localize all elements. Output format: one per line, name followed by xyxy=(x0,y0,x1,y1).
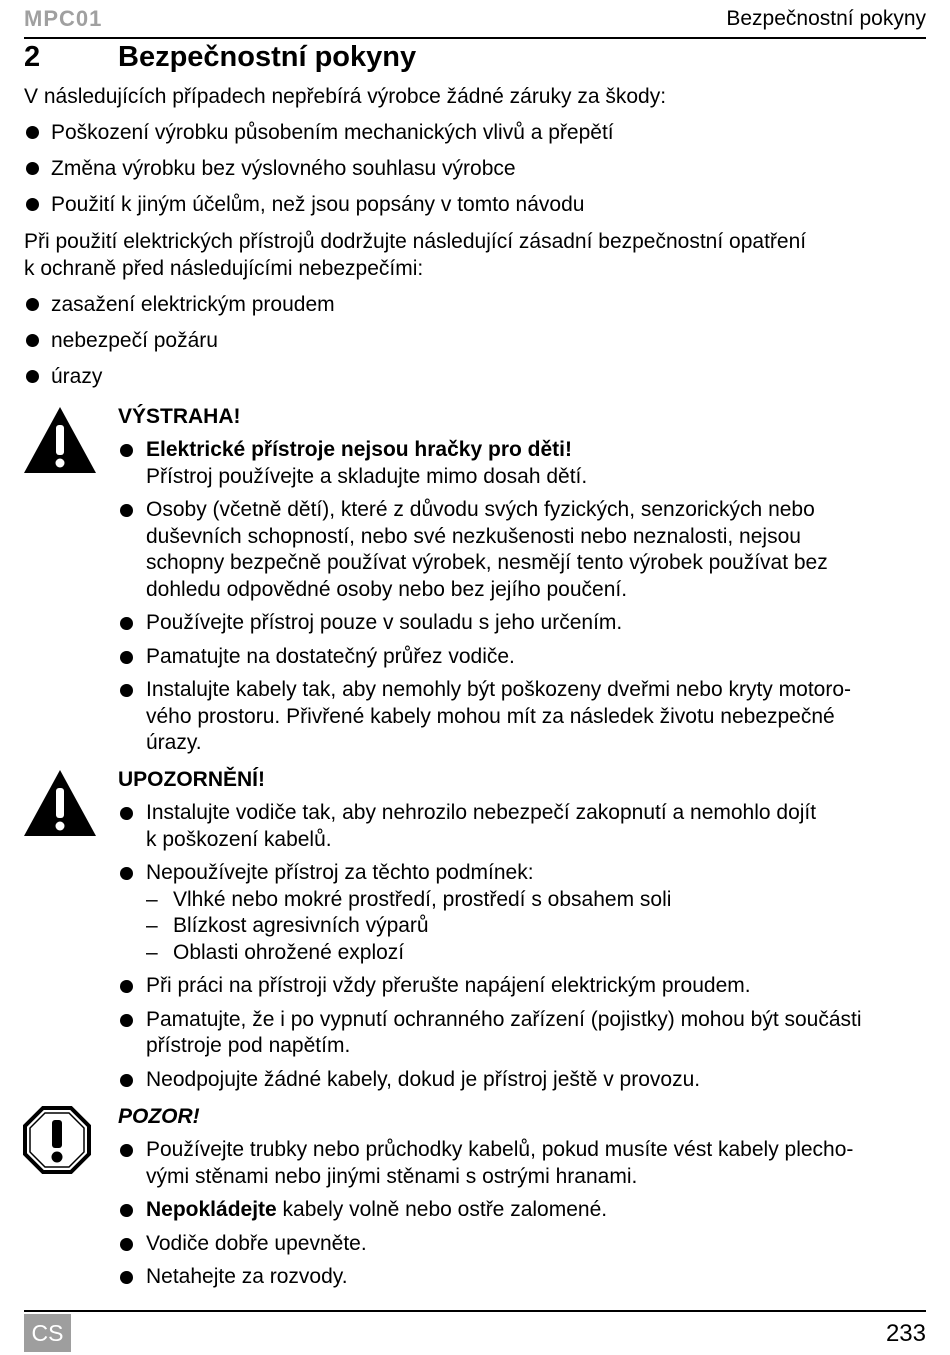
header-divider xyxy=(24,37,926,39)
bullet-dot xyxy=(120,617,133,630)
bullet-dot xyxy=(120,1014,133,1027)
bullet-dot xyxy=(26,162,39,175)
section-title: Bezpečnostní pokyny xyxy=(118,41,417,73)
bullet-dot xyxy=(120,980,133,993)
bullet-dot xyxy=(120,1204,133,1217)
warning-triangle-icon xyxy=(22,768,98,838)
bullet-dot xyxy=(120,651,133,664)
list-item: Nepokládejte kabely volně nebo ostře zalomené. xyxy=(118,1197,928,1224)
bullet-dot xyxy=(26,126,39,139)
hazards-intro-line: Při použití elektrických přístrojů dodržujte následující zásadní bezpečnostní opatření xyxy=(24,230,807,253)
bullet-dot xyxy=(26,198,39,211)
bullet-dot xyxy=(26,298,39,311)
list-item: Instalujte vodiče tak, aby nehrozilo nebezpečí zakopnutí a nemohlo dojít k poškození kabelů. xyxy=(118,800,928,853)
list-item: úrazy xyxy=(24,363,102,390)
dash-item: – Oblasti ohrožené explozí xyxy=(146,940,405,964)
bullet-dot xyxy=(120,1238,133,1251)
list-item: Používejte trubky nebo průchodky kabelů, pokud musíte vést kabely plecho- vými stěnami nebo jinými stěnami s ostrými hranami. xyxy=(118,1137,928,1190)
hazards-intro-line: k ochraně před následujícími nebezpečími: xyxy=(24,257,424,280)
warning-triangle-icon xyxy=(22,405,98,475)
liability-intro: V následujících případech nepřebírá výrobce žádné záruky za škody: xyxy=(24,85,667,108)
bullet-dot xyxy=(120,444,133,457)
list-item: Neodpojujte žádné kabely, dokud je přístroj ještě v provozu. xyxy=(118,1067,928,1094)
bullet-dot xyxy=(120,684,133,697)
bullet-dot xyxy=(120,1074,133,1087)
list-item: Použití k jiným účelům, než jsou popsány v tomto návodu xyxy=(24,191,584,218)
bullet-dot xyxy=(26,370,39,383)
header-section-name: Bezpečnostní pokyny xyxy=(726,7,926,30)
list-item: Osoby (včetně dětí), které z důvodu svých fyzických, senzorických nebo duševních schopností, nebo své nezkušenosti nebo neznalosti, nejsou schopny bezpečně používat výrobek, nesmějí tento výrobek používat bez dohledu odpovědné osoby nebo bez jejího poučení. xyxy=(118,497,928,603)
warning-title: VÝSTRAHA! xyxy=(118,405,241,428)
list-item: Vodiče dobře upevněte. xyxy=(118,1231,928,1258)
manual-model: MPC01 xyxy=(24,6,103,31)
caution-title: UPOZORNĚNÍ! xyxy=(118,768,265,791)
section-heading xyxy=(24,41,416,74)
notice-title: POZOR! xyxy=(118,1105,200,1128)
list-item: Změna výrobku bez výslovného souhlasu výrobce xyxy=(24,155,516,182)
caution-block xyxy=(118,766,928,1093)
list-item: Instalujte kabely tak, aby nemohly být poškozeny dveřmi nebo kryty motoro- vého prostoru. Přivřené kabely mohou mít za následek životu nebezpečné úrazy. xyxy=(118,677,928,757)
list-item: Elektrické přístroje nejsou hračky pro děti! Přístroj používejte a skladujte mimo dosah dětí. xyxy=(118,437,928,490)
hazards-intro xyxy=(24,228,924,282)
bullet-dot xyxy=(120,504,133,517)
list-item: Netahejte za rozvody. xyxy=(118,1264,928,1291)
bullet-dot xyxy=(120,1144,133,1157)
page-number: 233 xyxy=(885,1320,926,1347)
bullet-dot xyxy=(26,334,39,347)
list-item: Při práci na přístroji vždy přerušte napájení elektrickým proudem. xyxy=(118,973,928,1000)
list-item: Nepoužívejte přístroj za těchto podmínek: – Vlhké nebo mokré prostředí, prostředí s obsahem soli – Blízkost agresivních výparů – Oblasti ohrožené explozí xyxy=(118,860,928,966)
list-item: zasažení elektrickým proudem xyxy=(24,291,335,318)
section-number: 2 xyxy=(24,41,41,73)
bullet-dot xyxy=(120,867,133,880)
exclamation-octagon-icon xyxy=(22,1105,92,1175)
list-item: Pamatujte na dostatečný průřez vodiče. xyxy=(118,644,928,671)
bullet-dot xyxy=(120,807,133,820)
language-badge: CS xyxy=(24,1314,71,1352)
list-item: nebezpečí požáru xyxy=(24,327,218,354)
list-item: Poškození výrobku působením mechanických vlivů a přepětí xyxy=(24,119,614,146)
dash-item: – Vlhké nebo mokré prostředí, prostředí s obsahem soli xyxy=(146,887,672,911)
bullet-dot xyxy=(120,1271,133,1284)
list-item: Používejte přístroj pouze v souladu s jeho určením. xyxy=(118,610,928,637)
footer-divider xyxy=(24,1310,926,1312)
dash-item: – Blízkost agresivních výparů xyxy=(146,914,429,937)
notice-block xyxy=(118,1103,928,1291)
warning-block xyxy=(118,403,928,757)
list-item: Pamatujte, že i po vypnutí ochranného zařízení (pojistky) mohou být součásti přístroje pod napětím. xyxy=(118,1007,928,1060)
